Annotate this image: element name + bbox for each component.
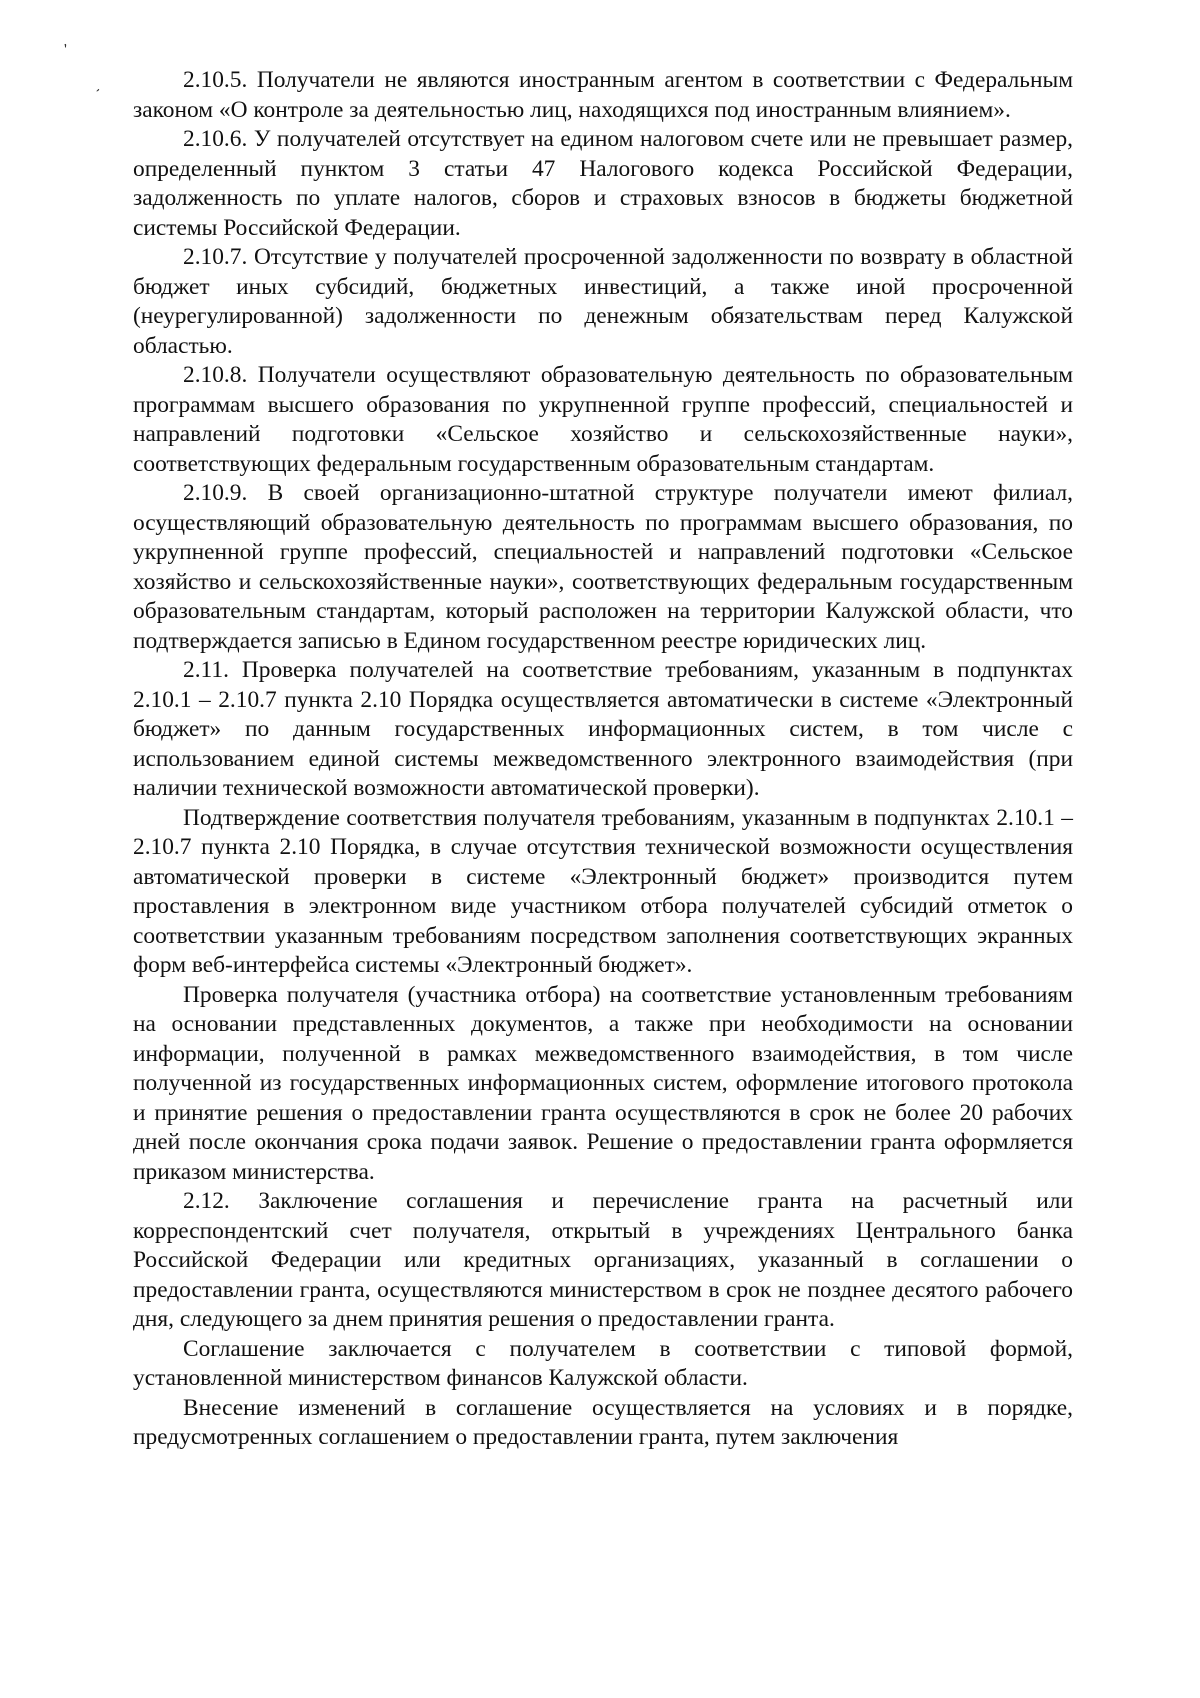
paragraph-agreement: Соглашение заключается с получателем в соответствии с типовой формой, установленной министерством финансов Калужской области. [133, 1335, 1073, 1391]
scan-mark: , [94, 79, 106, 95]
paragraph-amendments: Внесение изменений в соглашение осуществляется на условиях и в порядке, предусмотренных соглашением о предоставлении гранта, путем заключения [133, 1394, 1073, 1450]
paragraph-2-10-5: 2.10.5. Получатели не являются иностранным агентом в соответствии с Федеральным законом «О контроле за деятельностью лиц, находящихся под иностранным влиянием». [133, 67, 1073, 123]
paragraph-confirmation: Подтверждение соответствия получателя требованиям, указанным в подпунктах 2.10.1 – 2.10.7 пункта 2.10 Порядка, в случае отсутствия технической возможности осуществления автоматической проверки в системе «Электронный бюджет» производится путем проставления в электронном виде участником отбора получателей субсидий отметок о соответствии указанным требованиям посредством заполнения соответствующих экранных форм веб-интерфейса системы «Электронный бюджет». [133, 804, 1073, 978]
paragraph-2-12: 2.12. Заключение соглашения и перечисление гранта на расчетный или корреспондентский счет получателя, открытый в учреждениях Центрального банка Российской Федерации или кредитных организациях, указанный в соглашении о предоставлении гранта, осуществляются министерством в срок не позднее десятого рабочего дня, следующего за днем принятия решения о предоставлении гранта. [133, 1188, 1073, 1332]
paragraph-2-10-6: 2.10.6. У получателей отсутствует на едином налоговом счете или не превышает размер, определенный пунктом 3 статьи 47 Налогового кодекса Российской Федерации, задолженность по уплате налогов, сборов и страховых взносов в бюджеты бюджетной системы Российской Федерации. [133, 126, 1073, 241]
paragraph-2-10-8: 2.10.8. Получатели осуществляют образовательную деятельность по образовательным программам высшего образования по укрупненной группе профессий, специальностей и направлений подготовки «Сельское хозяйство и сельскохозяйственные науки», соответствующих федеральным государственным образовательным стандартам. [133, 362, 1073, 477]
paragraph-verification: Проверка получателя (участника отбора) на соответствие установленным требованиям на основании представленных документов, а также при необходимости на основании информации, полученной в рамках межведомственного взаимодействия, в том числе полученной из государственных информационных систем, оформление итогового протокола и принятие решения о предоставлении гранта осуществляются в срок не более 20 рабочих дней после окончания срока подачи заявок. Решение о предоставлении гранта оформляется приказом министерства. [133, 981, 1073, 1185]
paragraph-2-10-7: 2.10.7. Отсутствие у получателей просроченной задолженности по возврату в областной бюджет иных субсидий, бюджетных инвестиций, а также иной просроченной (неурегулированной) задолженности по денежным обязательствам перед Калужской областью. [133, 244, 1073, 359]
scan-mark: , [59, 33, 70, 51]
paragraph-2-11: 2.11. Проверка получателей на соответствие требованиям, указанным в подпунктах 2.10.1 – 2.10.7 пункта 2.10 Порядка осуществляется автоматически в системе «Электронный бюджет» по данным государственных информационных систем, в том числе с использованием единой системы межведомственного электронного взаимодействия (при наличии технической возможности автоматической проверки). [133, 657, 1073, 801]
paragraph-2-10-9: 2.10.9. В своей организационно-штатной структуре получатели имеют филиал, осуществляющий образовательную деятельность по программам высшего образования, по укрупненной группе профессий, специальностей и направлений подготовки «Сельское хозяйство и сельскохозяйственные науки», соответствующих федеральным государственным образовательным стандартам, который расположен на территории Калужской области, что подтверждается записью в Едином государственном реестре юридических лиц. [133, 480, 1073, 654]
document-body [133, 66, 1073, 1453]
